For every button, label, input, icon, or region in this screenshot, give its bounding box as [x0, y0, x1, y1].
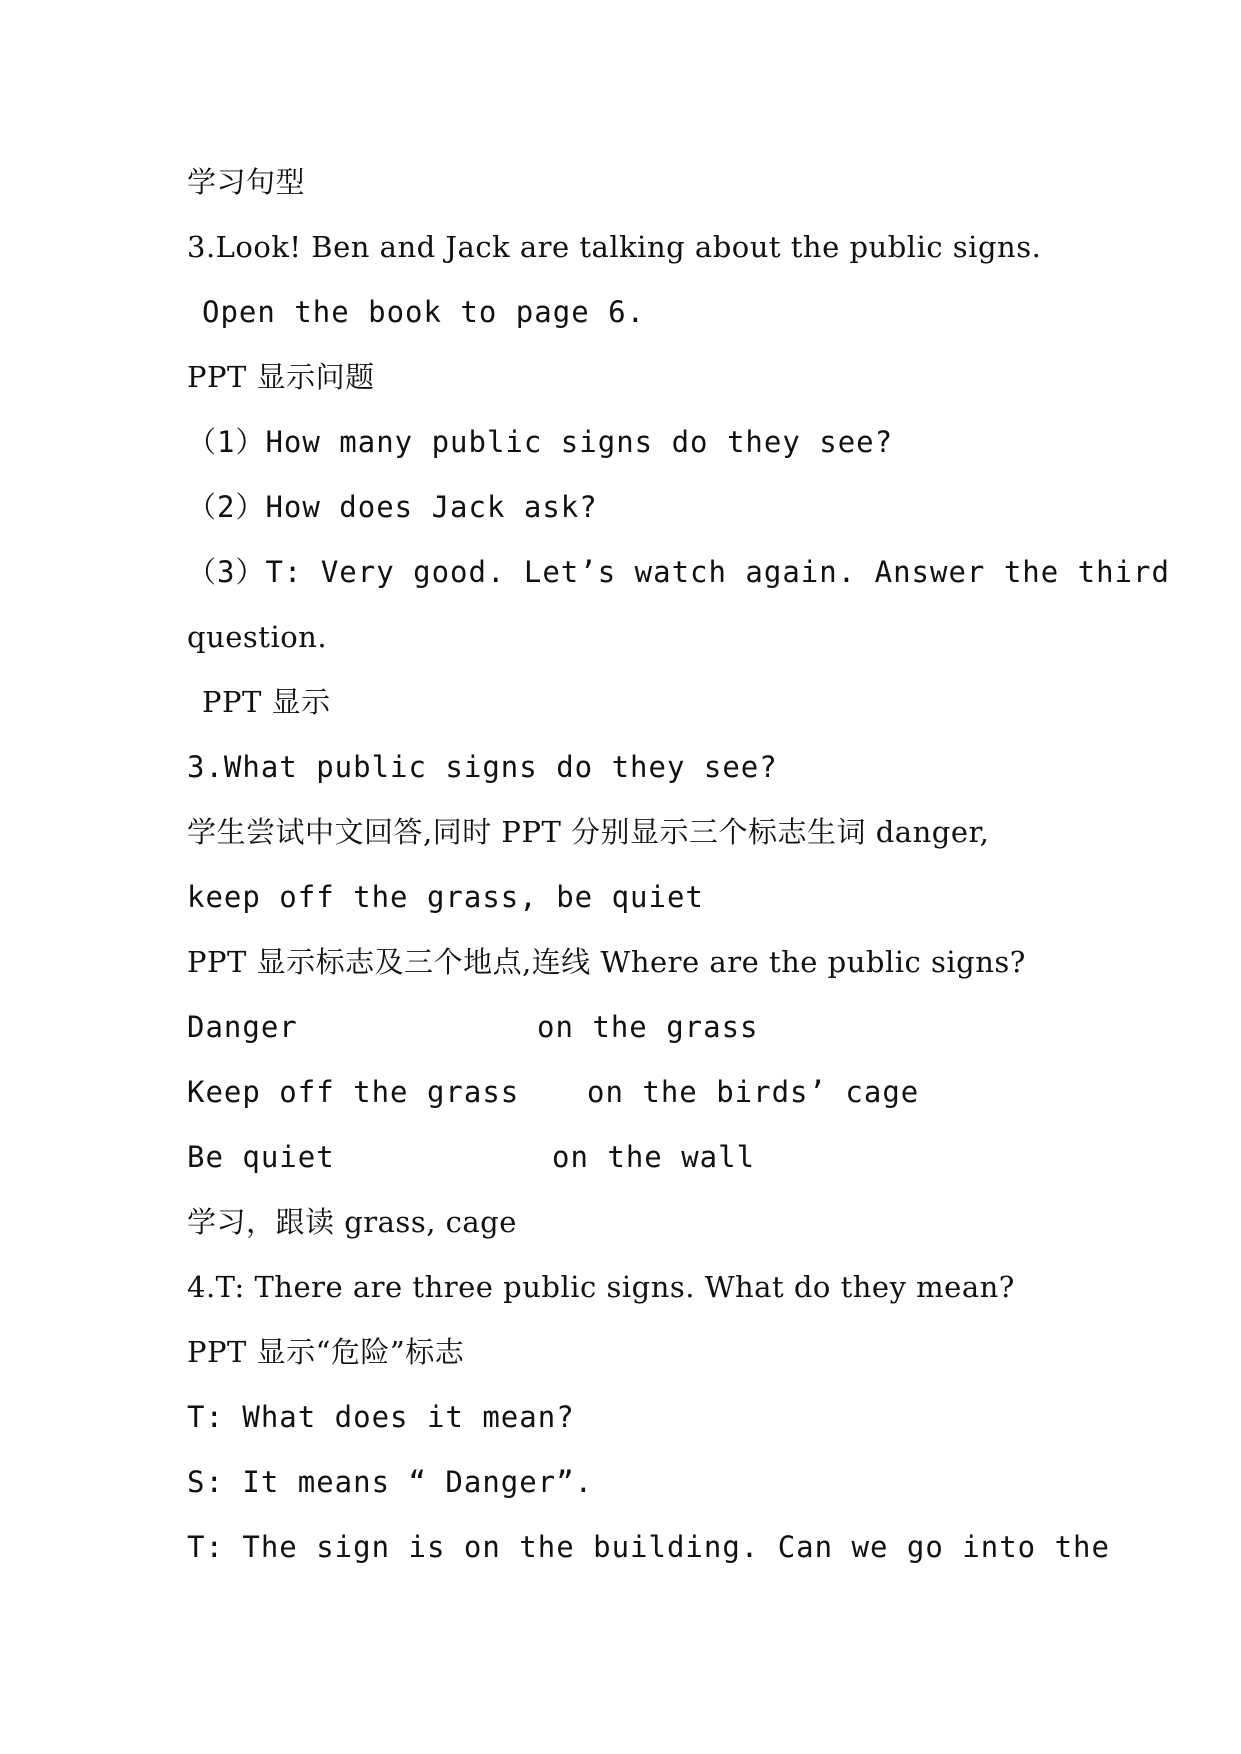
paragraph-line: PPT 显示“危险”标志 [187, 1335, 465, 1369]
paragraph-line: PPT 显示 [202, 685, 331, 719]
dialogue-line: S: It means “ Danger”. [187, 1465, 594, 1499]
paragraph-line: 学生尝试中文回答,同时 PPT 分别显示三个标志生词 danger, [187, 815, 990, 849]
paragraph-line: 3.Look! Ben and Jack are talking about the public signs. [187, 230, 1042, 264]
matching-sign: Keep off the grass [187, 1075, 520, 1109]
question-item: （2）How does Jack ask? [187, 490, 598, 524]
dialogue-line: T: What does it mean? [187, 1400, 575, 1434]
matching-place: on the grass [537, 1010, 759, 1044]
paragraph-line: keep off the grass, be quiet [187, 880, 704, 914]
paragraph-line: 4.T: There are three public signs. What do they mean? [187, 1270, 1015, 1304]
paragraph-line: 学习，跟读 grass, cage [187, 1205, 517, 1239]
matching-sign: Be quiet [187, 1140, 335, 1174]
dialogue-line: T: The sign is on the building. Can we go into the [187, 1530, 1110, 1564]
question-item: （3）T: Very good. Let’s watch again. Answer the third [187, 555, 1170, 589]
matching-sign: Danger [187, 1010, 298, 1044]
question-item: （1）How many public signs do they see? [187, 425, 894, 459]
matching-row [187, 1130, 1107, 1195]
section-heading: 学习句型 [187, 165, 306, 199]
matching-place: on the birds’ cage [587, 1075, 920, 1109]
document-body [187, 155, 1170, 1585]
matching-row [187, 1065, 1107, 1130]
paragraph-line: PPT 显示标志及三个地点,连线 Where are the public signs? [187, 945, 1026, 979]
paragraph-line: 3.What public signs do they see? [187, 750, 778, 784]
matching-row [187, 1000, 1107, 1065]
paragraph-line: question. [187, 620, 328, 654]
paragraph-line: Open the book to page 6. [202, 295, 646, 329]
paragraph-line: PPT 显示问题 [187, 360, 375, 394]
matching-place: on the wall [552, 1140, 756, 1174]
